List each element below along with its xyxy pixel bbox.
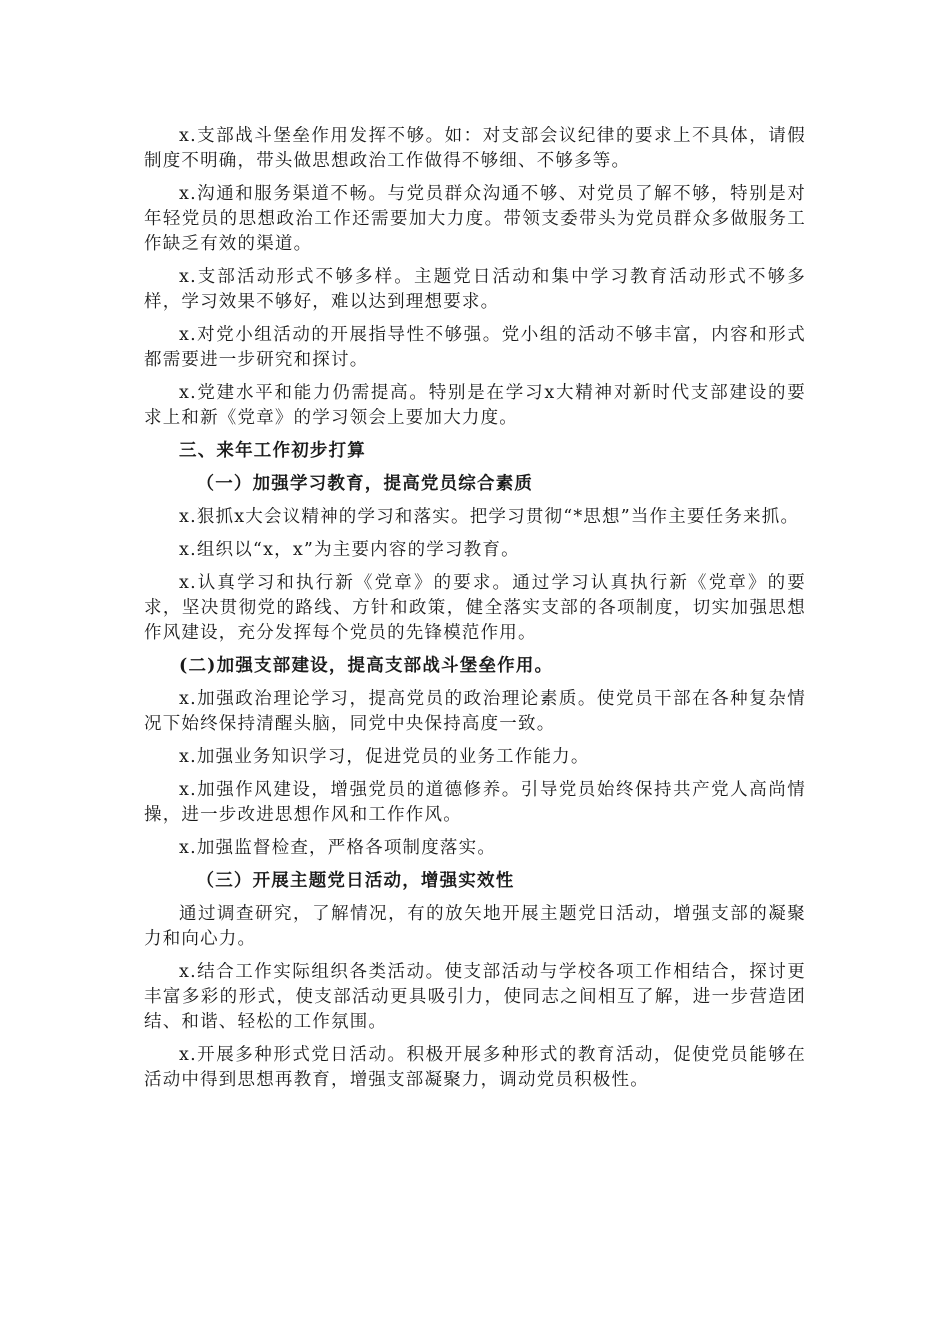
document-body [144,124,806,1101]
paragraph: x.支部战斗堡垒作用发挥不够。如：对支部会议纪律的要求上不具体，请假制度不明确，带头做思想政治工作做得不够细、不够多等。 [144,126,806,171]
paragraph: x.狠抓x大会议精神的学习和落实。把学习贯彻“*思想”当作主要任务来抓。 [179,507,800,527]
paragraph: x.党建水平和能力仍需提高。特别是在学习x大精神对新时代支部建设的要求上和新《党章》的学习领会上要加大力度。 [144,383,806,428]
paragraph: x.认真学习和执行新《党章》的要求。通过学习认真执行新《党章》的要求，坚决贯彻党的路线、方针和政策，健全落实支部的各项制度，切实加强思想作风建设，充分发挥每个党员的先锋模范作用。 [144,573,806,643]
paragraph: x.组织以“x，x”为主要内容的学习教育。 [179,540,520,560]
paragraph: x.加强政治理论学习，提高党员的政治理论素质。使党员干部在各种复杂情况下始终保持清醒头脑，同党中央保持高度一致。 [144,689,806,734]
paragraph: 通过调查研究，了解情况，有的放矢地开展主题党日活动，增强支部的凝聚力和向心力。 [144,904,806,949]
subsection-heading: (二)加强支部建设，提高支部战斗堡垒作用。 [179,656,554,676]
paragraph: x.沟通和服务渠道不畅。与党员群众沟通不够、对党员了解不够，特别是对年轻党员的思想政治工作还需要加大力度。带领支委带头为党员群众多做服务工作缺乏有效的渠道。 [144,184,806,254]
paragraph: x.支部活动形式不够多样。主题党日活动和集中学习教育活动形式不够多样，学习效果不够好，难以达到理想要求。 [144,267,806,312]
paragraph: x.开展多种形式党日活动。积极开展多种形式的教育活动，促使党员能够在活动中得到思想再教育，增强支部凝聚力，调动党员积极性。 [144,1045,806,1090]
subsection-heading: （一）加强学习教育，提高党员综合素质 [196,474,534,494]
paragraph: x.加强业务知识学习，促进党员的业务工作能力。 [179,747,590,767]
paragraph: x.结合工作实际组织各类活动。使支部活动与学校各项工作相结合，探讨更丰富多彩的形式，使支部活动更具吸引力，使同志之间相互了解，进一步营造团结、和谐、轻松的工作氛围。 [144,962,806,1032]
paragraph: x.加强监督检查，严格各项制度落实。 [179,838,497,858]
paragraph: x.对党小组活动的开展指导性不够强。党小组的活动不够丰富，内容和形式都需要进一步研究和探讨。 [144,325,806,370]
subsection-heading: （三）开展主题党日活动，增强实效性 [196,871,515,891]
paragraph: x.加强作风建设，增强党员的道德修养。引导党员始终保持共产党人高尚情操，进一步改进思想作风和工作作风。 [144,780,806,825]
section-heading: 三、来年工作初步打算 [179,441,366,461]
